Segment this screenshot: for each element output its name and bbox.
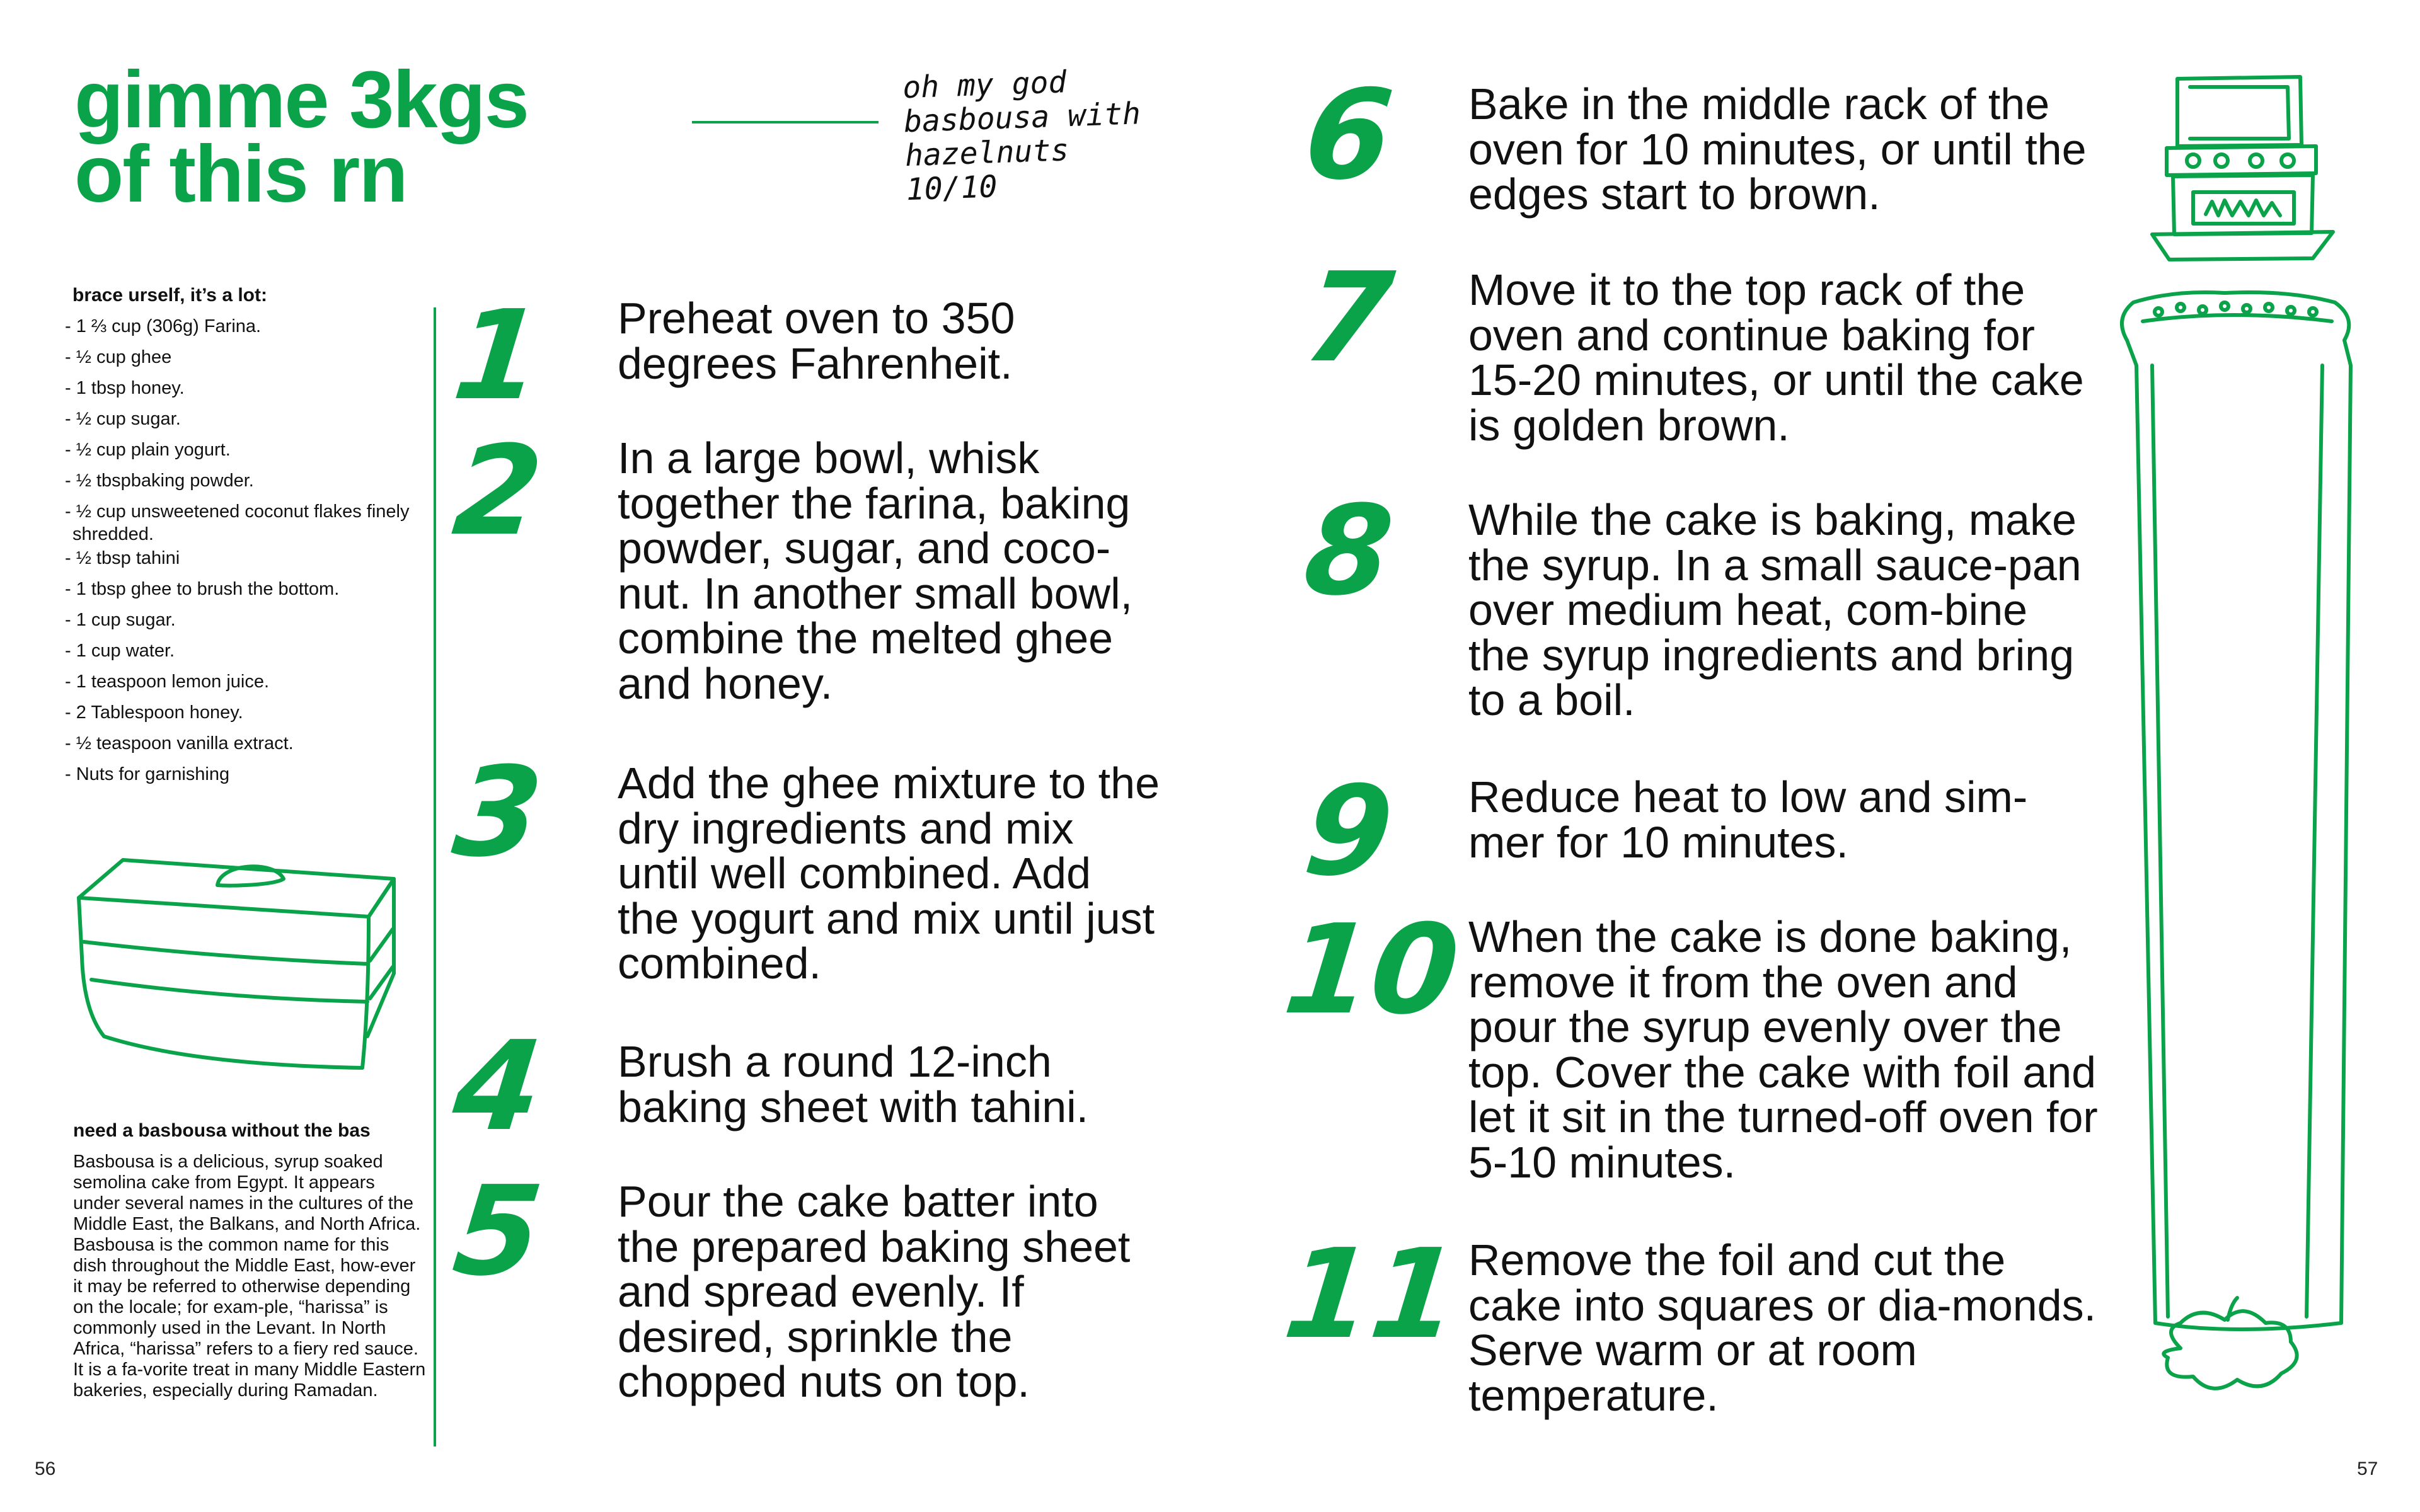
ingredient-item: - 1 cup water. (65, 641, 175, 661)
title-line-1: gimme 3kgs (74, 55, 528, 145)
step-text: Reduce heat to low and sim-mer for 10 minutes. (1468, 772, 2028, 867)
step-text: While the cake is baking, make the syrup. In a small sauce-pan over medium heat, com-bine the syrup ingredients and bring to a boil. (1468, 495, 2082, 724)
handwritten-note-line-1: oh my god (902, 64, 1068, 106)
page-title (74, 55, 705, 219)
page-number-left: 56 (35, 1458, 56, 1479)
step-number: 2 (447, 420, 549, 563)
cake-slice-illustration (66, 847, 419, 1074)
title-line-2: of this rn (74, 129, 407, 219)
handwritten-note-line-3: hazelnuts 10/10 (904, 132, 1069, 208)
step-text: Move it to the top rack of the oven and continue baking for 15-20 minutes, or until the cake is golden brown. (1468, 265, 2084, 450)
step-text: Add the ghee mixture to the dry ingredients and mix until well combined. Add the yogurt and mix until just combined. (618, 759, 1160, 988)
title-divider (692, 121, 879, 123)
step-number: 9 (1298, 760, 1400, 903)
step-number: 8 (1298, 479, 1400, 623)
ingredient-item: - Nuts for garnishing (65, 764, 230, 784)
step-number: 4 (447, 1015, 549, 1159)
ingredient-item: - ½ cup unsweetened coconut flakes finely shredded. (65, 501, 410, 544)
ingredients-list (65, 315, 418, 794)
ingredient-item: - ½ cup ghee (65, 347, 172, 367)
ingredients-heading: brace urself, it’s a lot: (72, 285, 267, 306)
oven-and-cake-illustration (2099, 69, 2370, 1424)
ingredient-item: - 1 ⅔ cup (306g) Farina. (65, 316, 262, 336)
step-number: 6 (1298, 64, 1400, 207)
step-text: Remove the foil and cut the cake into squares or dia-monds. Serve warm or at room temperature. (1468, 1235, 2097, 1420)
sidebar-heading: need a basbousa without the bas (73, 1120, 371, 1141)
step-number: 7 (1298, 246, 1400, 390)
step-number: 11 (1278, 1223, 1465, 1366)
ingredient-item: - ½ cup sugar. (65, 409, 181, 429)
step-text: Bake in the middle rack of the oven for 10 minutes, or until the edges start to brown. (1468, 79, 2087, 219)
ingredient-item: - ½ teaspoon vanilla extract. (65, 733, 294, 753)
ingredient-item: - 1 tbsp honey. (65, 378, 185, 398)
handwritten-note-line-2: basbousa with (903, 96, 1141, 140)
step-number: 10 (1278, 898, 1465, 1042)
column-divider (434, 307, 436, 1446)
step-number: 5 (447, 1160, 549, 1303)
ingredient-item: - 1 teaspoon lemon juice. (65, 672, 270, 692)
sidebar-body: Basbousa is a delicious, syrup soaked semolina cake from Egypt. It appears under several names in the cultures of the Middle East, the Balkans, and North Africa. Basbousa is the common name for this dish throughout the Middle East, how-ever it may be referred to otherwise depending on the locale; for exam-ple, “harissa” is commonly used in the Levant. In North Africa, “harissa” refers to a fiery red sauce. It is a fa-vorite treat in many Middle Eastern bakeries, especially during Ramadan. (73, 1152, 426, 1400)
page-number-right: 57 (2357, 1458, 2378, 1479)
ingredient-item: - 1 tbsp ghee to brush the bottom. (65, 579, 340, 599)
ingredient-item: - ½ tbspbaking powder. (65, 471, 254, 491)
step-text: In a large bowl, whisk together the farina, baking powder, sugar, and coco-nut. In another small bowl, combine the melted ghee and honey. (618, 433, 1133, 708)
step-text: When the cake is done baking, remove it from the oven and pour the syrup evenly over the top. Cover the cake with foil and let it sit in the turned-off oven for 5-10 minutes. (1468, 912, 2098, 1187)
handwritten-note (902, 62, 1171, 207)
step-text: Pour the cake batter into the prepared baking sheet and spread evenly. If desired, sprinkle the chopped nuts on top. (618, 1177, 1131, 1406)
step-number: 1 (447, 284, 549, 428)
step-number: 3 (447, 741, 549, 885)
ingredient-item: - ½ cup plain yogurt. (65, 440, 231, 460)
ingredient-item: - 2 Tablespoon honey. (65, 702, 243, 723)
step-text: Brush a round 12-inch baking sheet with tahini. (618, 1037, 1089, 1131)
ingredient-item: - ½ tbsp tahini (65, 548, 180, 568)
ingredient-item: - 1 cup sugar. (65, 610, 176, 630)
step-text: Preheat oven to 350 degrees Fahrenheit. (618, 294, 1015, 388)
